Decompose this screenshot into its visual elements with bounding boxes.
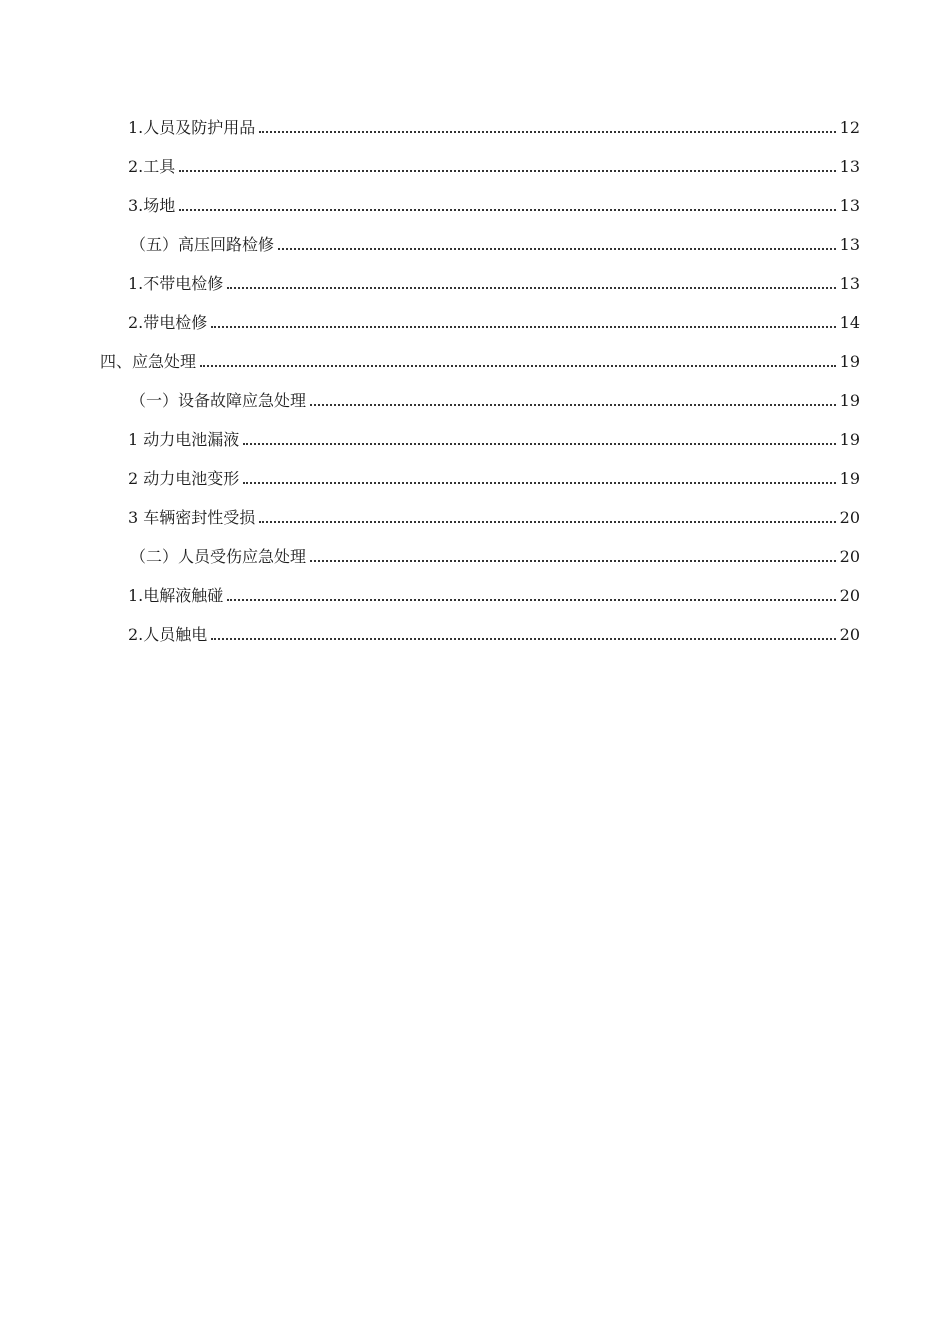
toc-entry-page: 12 bbox=[839, 117, 860, 137]
toc-entry[interactable] bbox=[0, 537, 950, 576]
toc-dot-leader bbox=[243, 462, 835, 484]
toc-dot-leader bbox=[179, 189, 835, 211]
toc-dot-leader bbox=[211, 306, 835, 328]
toc-dot-leader bbox=[310, 384, 836, 406]
toc-entry-page: 13 bbox=[839, 273, 860, 293]
toc-dot-leader bbox=[259, 111, 835, 133]
toc-entry-title: 四、应急处理 bbox=[100, 351, 197, 371]
toc-entry[interactable] bbox=[0, 264, 950, 303]
toc-entry-title: 2.工具 bbox=[128, 156, 176, 176]
toc-entry-page: 20 bbox=[839, 585, 860, 605]
toc-entry[interactable] bbox=[0, 498, 950, 537]
toc-entry-page: 13 bbox=[839, 156, 860, 176]
toc-dot-leader bbox=[278, 228, 836, 250]
toc-entry-title: 2.人员触电 bbox=[128, 624, 208, 644]
toc-entry[interactable] bbox=[0, 108, 950, 147]
toc-entry-title: 3.场地 bbox=[128, 195, 176, 215]
toc-entry-page: 19 bbox=[839, 351, 860, 371]
toc-entry[interactable] bbox=[0, 186, 950, 225]
toc-entry-title: 1 动力电池漏液 bbox=[128, 429, 240, 449]
toc-dot-leader bbox=[310, 540, 836, 562]
toc-entry-title: 1.不带电检修 bbox=[128, 273, 224, 293]
toc-entry-page: 19 bbox=[839, 468, 860, 488]
toc-dot-leader bbox=[227, 579, 835, 601]
table-of-contents bbox=[0, 108, 950, 654]
toc-entry[interactable] bbox=[0, 576, 950, 615]
toc-entry-page: 13 bbox=[839, 234, 860, 254]
toc-entry[interactable] bbox=[0, 420, 950, 459]
toc-entry-page: 19 bbox=[839, 390, 860, 410]
toc-entry-page: 20 bbox=[839, 624, 860, 644]
toc-dot-leader bbox=[227, 267, 835, 289]
toc-entry-title: （五）高压回路检修 bbox=[130, 234, 275, 254]
toc-dot-leader bbox=[179, 150, 835, 172]
toc-entry-page: 20 bbox=[839, 507, 860, 527]
toc-entry-title: 1.电解液触碰 bbox=[128, 585, 224, 605]
toc-dot-leader bbox=[243, 423, 835, 445]
toc-entry[interactable] bbox=[0, 381, 950, 420]
toc-entry-page: 19 bbox=[839, 429, 860, 449]
toc-entry-title: （二）人员受伤应急处理 bbox=[130, 546, 307, 566]
toc-entry[interactable] bbox=[0, 303, 950, 342]
toc-entry-page: 14 bbox=[839, 312, 860, 332]
toc-entry[interactable] bbox=[0, 459, 950, 498]
toc-entry[interactable] bbox=[0, 615, 950, 654]
toc-dot-leader bbox=[259, 501, 835, 523]
toc-entry-page: 20 bbox=[839, 546, 860, 566]
toc-entry-title: 2.带电检修 bbox=[128, 312, 208, 332]
toc-entry-title: 1.人员及防护用品 bbox=[128, 117, 256, 137]
toc-entry-title: （一）设备故障应急处理 bbox=[130, 390, 307, 410]
toc-entry[interactable] bbox=[0, 147, 950, 186]
toc-entry-page: 13 bbox=[839, 195, 860, 215]
toc-entry-title: 3 车辆密封性受损 bbox=[128, 507, 256, 527]
toc-entry-title: 2 动力电池变形 bbox=[128, 468, 240, 488]
toc-dot-leader bbox=[200, 345, 836, 367]
toc-dot-leader bbox=[211, 618, 835, 640]
toc-entry[interactable] bbox=[0, 342, 950, 381]
toc-entry[interactable] bbox=[0, 225, 950, 264]
